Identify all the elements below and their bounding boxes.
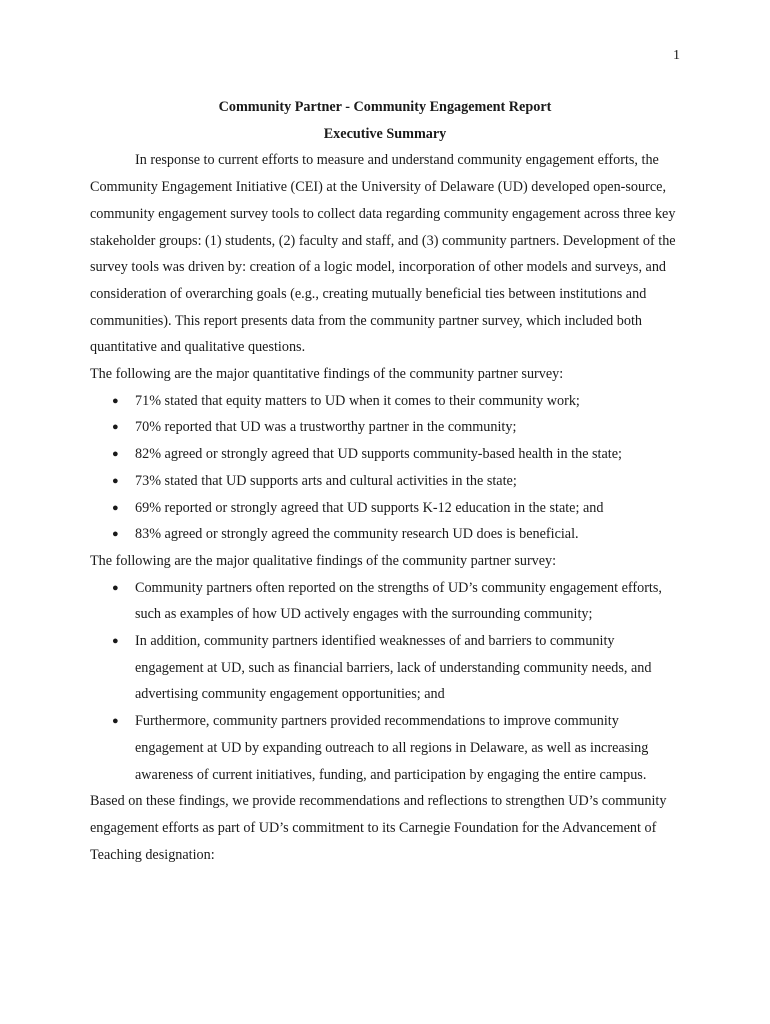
finding-text: 71% stated that equity matters to UD when it comes to their community work; [135,392,580,409]
list-item [90,414,680,441]
bullet-icon: ● [112,581,119,594]
quantitative-heading: The following are the major quantitative findings of the community partner survey: [90,366,564,383]
list-item [90,441,680,468]
finding-text: 73% stated that UD supports arts and cultural activities in the state; [135,472,517,489]
finding-text: 70% reported that UD was a trustworthy partner in the community; [135,419,517,436]
bullet-icon: ● [112,528,119,541]
bullet-icon: ● [112,501,119,514]
finding-text: 69% reported or strongly agreed that UD supports K-12 education in the state; and [135,499,604,516]
list-item [90,628,680,708]
list-item [90,521,680,548]
report-title: Community Partner - Community Engagement Report [218,99,552,115]
finding-text: Community partners often reported on the strengths of UD’s community engagement efforts, such as examples of how UD actively engages with the surrounding community; [135,579,662,623]
qualitative-heading: The following are the major qualitative findings of the community partner survey: [90,552,557,569]
quantitative-findings-list [90,388,680,548]
bullet-icon: ● [112,474,119,487]
intro-paragraph: In response to current efforts to measure and understand community engagement efforts, the Community Engagement Initiative (CEI) at the University of Delaware (UD) developed open-source, community engagement survey tools to collect data regarding community engagement across three key stakeholder groups: (1) students, (2) faculty and staff, and (3) community partners. Development of the survey tools was driven by: creation of a logic model, incorporation of other models and surveys, and consideration of overarching goals (e.g., creating mutually beneficial ties between institutions and communities). This report presents data from the community partner survey, which included both quantitative and qualitative questions. [90,152,676,356]
list-item [90,575,680,628]
bullet-icon: ● [112,394,119,407]
list-item [90,495,680,522]
bullet-icon: ● [112,635,119,648]
finding-text: 83% agreed or strongly agreed the community research UD does is beneficial. [135,526,579,543]
list-item [90,708,680,788]
list-item [90,468,680,495]
finding-text: Furthermore, community partners provided recommendations to improve community engagement at UD by expanding outreach to all regions in Delaware, as well as increasing awareness of current initiatives, funding, and participation by engaging the entire campus. [135,713,649,783]
section-heading: Executive Summary [323,125,447,142]
finding-text: 82% agreed or strongly agreed that UD supports community-based health in the state; [135,446,622,463]
bullet-icon: ● [112,421,119,434]
list-item [90,388,680,415]
page-number: 1 [673,48,680,63]
qualitative-findings-list [90,575,680,789]
finding-text: In addition, community partners identified weaknesses of and barriers to community engagement at UD, such as financial barriers, lack of understanding community needs, and advertising community engagement opportunities; and [135,633,652,703]
closing-paragraph: Based on these findings, we provide recommendations and reflections to strengthen UD’s community engagement efforts as part of UD’s commitment to its Carnegie Foundation for the Advancement of Teaching designation: [90,793,667,863]
document-body [90,94,680,868]
bullet-icon: ● [112,715,119,728]
bullet-icon: ● [112,448,119,461]
